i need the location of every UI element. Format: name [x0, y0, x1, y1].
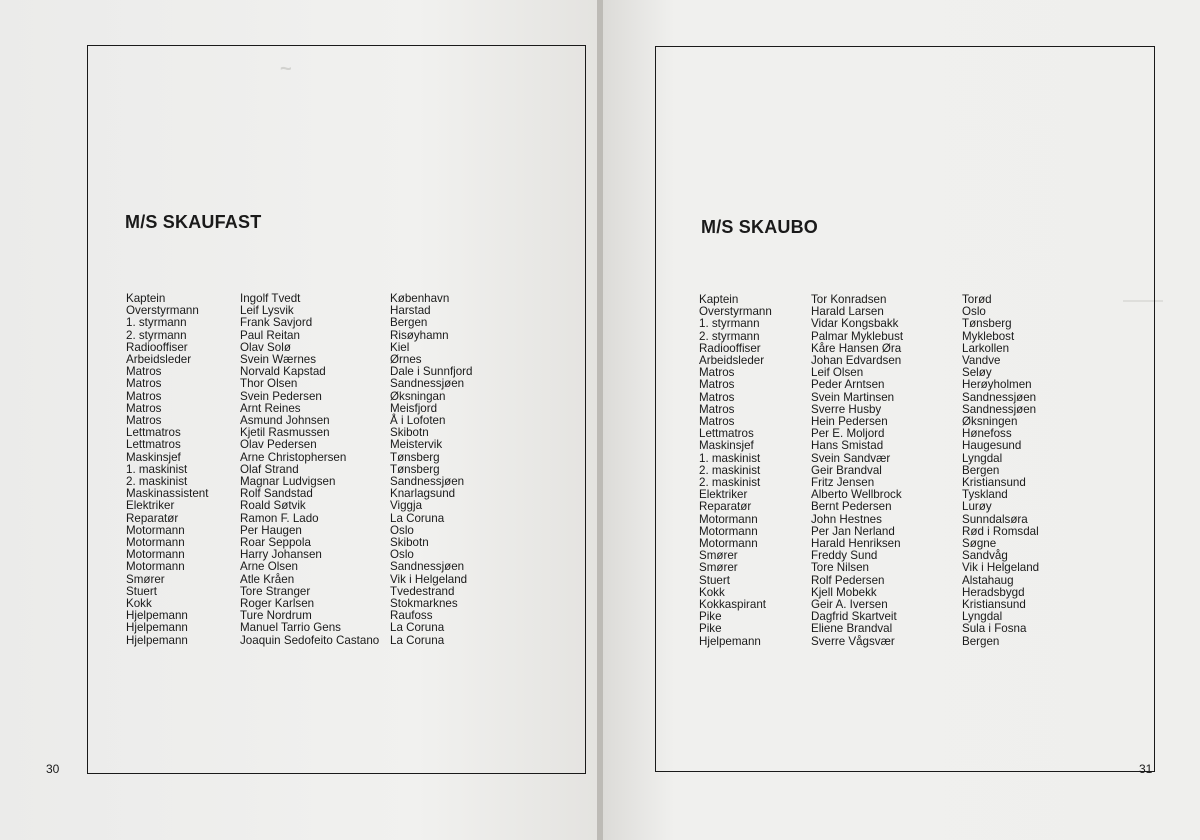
- list-item: Reparatør: [699, 500, 752, 514]
- list-item: Joaquin Sedofeito Castano: [240, 633, 380, 647]
- list-item: Matros: [699, 402, 735, 416]
- list-item: Motormann: [699, 512, 758, 526]
- list-item: Torød: [962, 293, 992, 306]
- list-item: Atle Kråen: [240, 572, 295, 586]
- list-item: Oslo: [390, 548, 414, 562]
- list-item: Roger Karlsen: [240, 597, 315, 611]
- list-item: Lyngdal: [962, 451, 1003, 465]
- list-item: Oslo: [962, 305, 986, 319]
- list-item: Sandnessjøen: [962, 402, 1037, 416]
- list-item: Matros: [126, 414, 162, 428]
- list-item: Sunndalsøra: [962, 512, 1028, 526]
- list-item: Bergen: [390, 316, 428, 330]
- list-item: Asmund Johnsen: [240, 414, 330, 428]
- list-item: Viggja: [390, 499, 423, 513]
- left-page-frame: [87, 45, 586, 774]
- list-item: Vandve: [962, 354, 1001, 368]
- list-item: Tore Stranger: [240, 584, 311, 598]
- list-item: La Coruna: [390, 633, 445, 647]
- list-item: Hein Pedersen: [811, 415, 888, 429]
- page-number: 31: [1139, 762, 1153, 776]
- list-item: Kjetil Rasmussen: [240, 426, 330, 440]
- list-item: Maskinassistent: [126, 487, 209, 501]
- list-item: Bergen: [962, 463, 1000, 477]
- list-item: Palmar Myklebust: [811, 329, 904, 343]
- list-item: Arne Christophersen: [240, 450, 347, 464]
- right-page-frame: [655, 46, 1155, 772]
- list-item: Larkollen: [962, 341, 1010, 355]
- list-item: Å i Lofoten: [390, 414, 446, 428]
- list-item: Herøyholmen: [962, 378, 1032, 392]
- list-item: Hjelpemann: [126, 609, 188, 623]
- right-page: [603, 0, 1200, 840]
- list-item: 2. styrmann: [126, 328, 187, 342]
- list-item: Ingolf Tvedt: [240, 292, 301, 305]
- list-item: 2. styrmann: [699, 329, 760, 343]
- list-item: Myklebost: [962, 329, 1015, 343]
- list-item: Dagfrid Skartveit: [811, 610, 897, 624]
- list-item: Reparatør: [126, 511, 179, 525]
- list-item: Svein Martinsen: [811, 390, 895, 404]
- list-item: Tyskland: [962, 488, 1008, 502]
- list-item: Kokk: [126, 597, 152, 611]
- list-item: Motormann: [126, 536, 185, 550]
- list-item: Svein Sandvær: [811, 451, 891, 465]
- list-item: Sverre Husby: [811, 402, 882, 416]
- ship-title: M/S SKAUFAST: [125, 212, 262, 232]
- list-item: Olav Pedersen: [240, 438, 317, 452]
- list-item: Lettmatros: [126, 426, 181, 440]
- show-through-decoration: ~: [280, 58, 292, 80]
- list-item: Radiooffiser: [699, 341, 761, 355]
- list-item: Risøyhamn: [390, 328, 449, 342]
- list-item: Sandnessjøen: [962, 390, 1037, 404]
- list-item: Hjelpemann: [126, 621, 188, 635]
- list-item: Johan Edvardsen: [811, 354, 902, 368]
- list-item: Stokmarknes: [390, 597, 458, 611]
- list-item: Peder Arntsen: [811, 378, 885, 392]
- list-item: Tore Nilsen: [811, 561, 869, 575]
- list-item: Matros: [699, 378, 735, 392]
- place-column: [390, 293, 473, 647]
- list-item: Raufoss: [390, 609, 433, 623]
- list-item: La Coruna: [390, 511, 445, 525]
- list-item: Skibotn: [390, 426, 429, 440]
- list-item: Sverre Vågsvær: [811, 634, 895, 648]
- list-item: Hans Smistad: [811, 439, 884, 453]
- list-item: Matros: [126, 377, 162, 391]
- list-item: Matros: [126, 365, 162, 379]
- list-item: Tønsberg: [962, 317, 1012, 331]
- list-item: Paul Reitan: [240, 328, 300, 342]
- list-item: 1. maskinist: [699, 451, 761, 465]
- list-item: Smører: [699, 549, 738, 563]
- list-item: Øksningen: [962, 415, 1018, 429]
- list-item: Arbeidsleder: [126, 353, 192, 367]
- list-item: Bergen: [962, 634, 1000, 648]
- list-item: Per Jan Nerland: [811, 524, 895, 538]
- list-item: Harald Henriksen: [811, 537, 901, 551]
- list-item: Hjelpemann: [699, 634, 761, 648]
- list-item: Fritz Jensen: [811, 476, 875, 490]
- list-item: Harry Johansen: [240, 548, 322, 562]
- list-item: Alberto Wellbrock: [811, 488, 902, 502]
- list-item: Thor Olsen: [240, 377, 298, 391]
- list-item: Geir A. Iversen: [811, 598, 888, 612]
- list-item: Meistervik: [390, 438, 443, 452]
- list-item: Kristiansund: [962, 598, 1026, 612]
- list-item: Maskinsjef: [699, 439, 754, 453]
- list-item: 1. styrmann: [126, 316, 187, 330]
- list-item: Sula i Fosna: [962, 622, 1027, 636]
- list-item: Lyngdal: [962, 610, 1003, 624]
- list-item: Meisfjord: [390, 401, 438, 415]
- ship-title: M/S SKAUBO: [701, 217, 819, 237]
- list-item: Arnt Reines: [240, 401, 301, 415]
- list-item: Tønsberg: [390, 462, 440, 476]
- list-item: Ramon F. Lado: [240, 511, 319, 525]
- list-item: Alstahaug: [962, 573, 1014, 587]
- list-item: Matros: [699, 366, 735, 380]
- list-item: 2. maskinist: [126, 475, 188, 489]
- list-item: Frank Savjord: [240, 316, 313, 330]
- list-item: Matros: [699, 390, 735, 404]
- list-item: Radiooffiser: [126, 340, 188, 354]
- list-item: La Coruna: [390, 621, 445, 635]
- list-item: Kiel: [390, 340, 410, 354]
- list-item: Lettmatros: [126, 438, 181, 452]
- list-item: Skibotn: [390, 536, 429, 550]
- list-item: Bernt Pedersen: [811, 500, 892, 514]
- list-item: Maskinsjef: [126, 450, 181, 464]
- list-item: Kokkaspirant: [699, 598, 767, 612]
- list-item: Smører: [126, 572, 165, 586]
- list-item: Per E. Moljord: [811, 427, 885, 441]
- list-item: Sandvåg: [962, 549, 1008, 563]
- list-item: Stuert: [126, 584, 157, 598]
- list-item: Øksningan: [390, 389, 446, 403]
- list-item: Rolf Sandstad: [240, 487, 313, 501]
- list-item: Svein Wærnes: [240, 353, 317, 367]
- list-item: Tønsberg: [390, 450, 440, 464]
- list-item: Haugesund: [962, 439, 1022, 453]
- list-item: 2. maskinist: [699, 476, 761, 490]
- list-item: Kaptein: [699, 293, 739, 306]
- list-item: Per Haugen: [240, 523, 302, 537]
- rank-column: [699, 294, 772, 648]
- list-item: Sandnessjøen: [390, 377, 465, 391]
- list-item: København: [390, 292, 450, 305]
- page-number: 30: [46, 762, 60, 776]
- list-item: Smører: [699, 561, 738, 575]
- list-item: Pike: [699, 610, 722, 624]
- list-item: Rød i Romsdal: [962, 524, 1039, 538]
- list-item: Lurøy: [962, 500, 992, 514]
- list-item: Svein Pedersen: [240, 389, 322, 403]
- list-item: Hjelpemann: [126, 633, 188, 647]
- list-item: Motormann: [699, 524, 758, 538]
- list-item: Elektriker: [126, 499, 175, 513]
- list-item: Manuel Tarrio Gens: [240, 621, 341, 635]
- list-item: Sandnessjøen: [390, 560, 465, 574]
- list-item: Roar Seppola: [240, 536, 311, 550]
- list-item: Hønefoss: [962, 427, 1012, 441]
- list-item: Leif Olsen: [811, 366, 864, 380]
- list-item: Elektriker: [699, 488, 748, 502]
- list-item: Overstyrmann: [126, 304, 199, 318]
- list-item: Motormann: [699, 537, 758, 551]
- list-item: Vik i Helgeland: [390, 572, 468, 586]
- list-item: Ørnes: [390, 353, 422, 367]
- list-item: Vik i Helgeland: [962, 561, 1040, 575]
- list-item: Kaptein: [126, 292, 166, 305]
- list-item: Stuert: [699, 573, 730, 587]
- list-item: Roald Søtvik: [240, 499, 306, 513]
- list-item: Motormann: [126, 560, 185, 574]
- list-item: Magnar Ludvigsen: [240, 475, 336, 489]
- list-item: Lettmatros: [699, 427, 754, 441]
- list-item: 1. styrmann: [699, 317, 760, 331]
- list-item: Tvedestrand: [390, 584, 455, 598]
- list-item: Olaf Strand: [240, 462, 299, 476]
- list-item: Matros: [126, 389, 162, 403]
- name-column: [811, 294, 903, 648]
- list-item: Kjell Mobekk: [811, 585, 877, 599]
- list-item: Freddy Sund: [811, 549, 878, 563]
- list-item: 2. maskinist: [699, 463, 761, 477]
- list-item: Olav Solø: [240, 340, 291, 354]
- list-item: Motormann: [126, 523, 185, 537]
- list-item: Arbeidsleder: [699, 354, 765, 368]
- list-item: Harald Larsen: [811, 305, 884, 319]
- left-page: [0, 0, 597, 840]
- name-column: [240, 293, 379, 647]
- list-item: Norvald Kapstad: [240, 365, 326, 379]
- list-item: Heradsbygd: [962, 585, 1025, 599]
- list-item: Matros: [699, 415, 735, 429]
- list-item: Rolf Pedersen: [811, 573, 885, 587]
- list-item: Leif Lysvik: [240, 304, 294, 318]
- list-item: Tor Konradsen: [811, 293, 887, 306]
- rank-column: [126, 293, 208, 647]
- list-item: Dale i Sunnfjord: [390, 365, 473, 379]
- list-item: Pike: [699, 622, 722, 636]
- list-item: Overstyrmann: [699, 305, 772, 319]
- list-item: Ture Nordrum: [240, 609, 312, 623]
- list-item: Vidar Kongsbakk: [811, 317, 899, 331]
- list-item: Kåre Hansen Øra: [811, 341, 902, 355]
- list-item: Kristiansund: [962, 476, 1026, 490]
- list-item: Kokk: [699, 585, 725, 599]
- place-column: [962, 294, 1039, 648]
- list-item: Harstad: [390, 304, 431, 318]
- list-item: John Hestnes: [811, 512, 882, 526]
- list-item: 1. maskinist: [126, 462, 188, 476]
- list-item: Matros: [126, 401, 162, 415]
- list-item: Oslo: [390, 523, 414, 537]
- list-item: Seløy: [962, 366, 992, 380]
- list-item: Søgne: [962, 537, 997, 551]
- list-item: Motormann: [126, 548, 185, 562]
- list-item: Arne Olsen: [240, 560, 298, 574]
- list-item: Knarlagsund: [390, 487, 456, 501]
- list-item: Sandnessjøen: [390, 475, 465, 489]
- list-item: Geir Brandval: [811, 463, 882, 477]
- list-item: Eliene Brandval: [811, 622, 893, 636]
